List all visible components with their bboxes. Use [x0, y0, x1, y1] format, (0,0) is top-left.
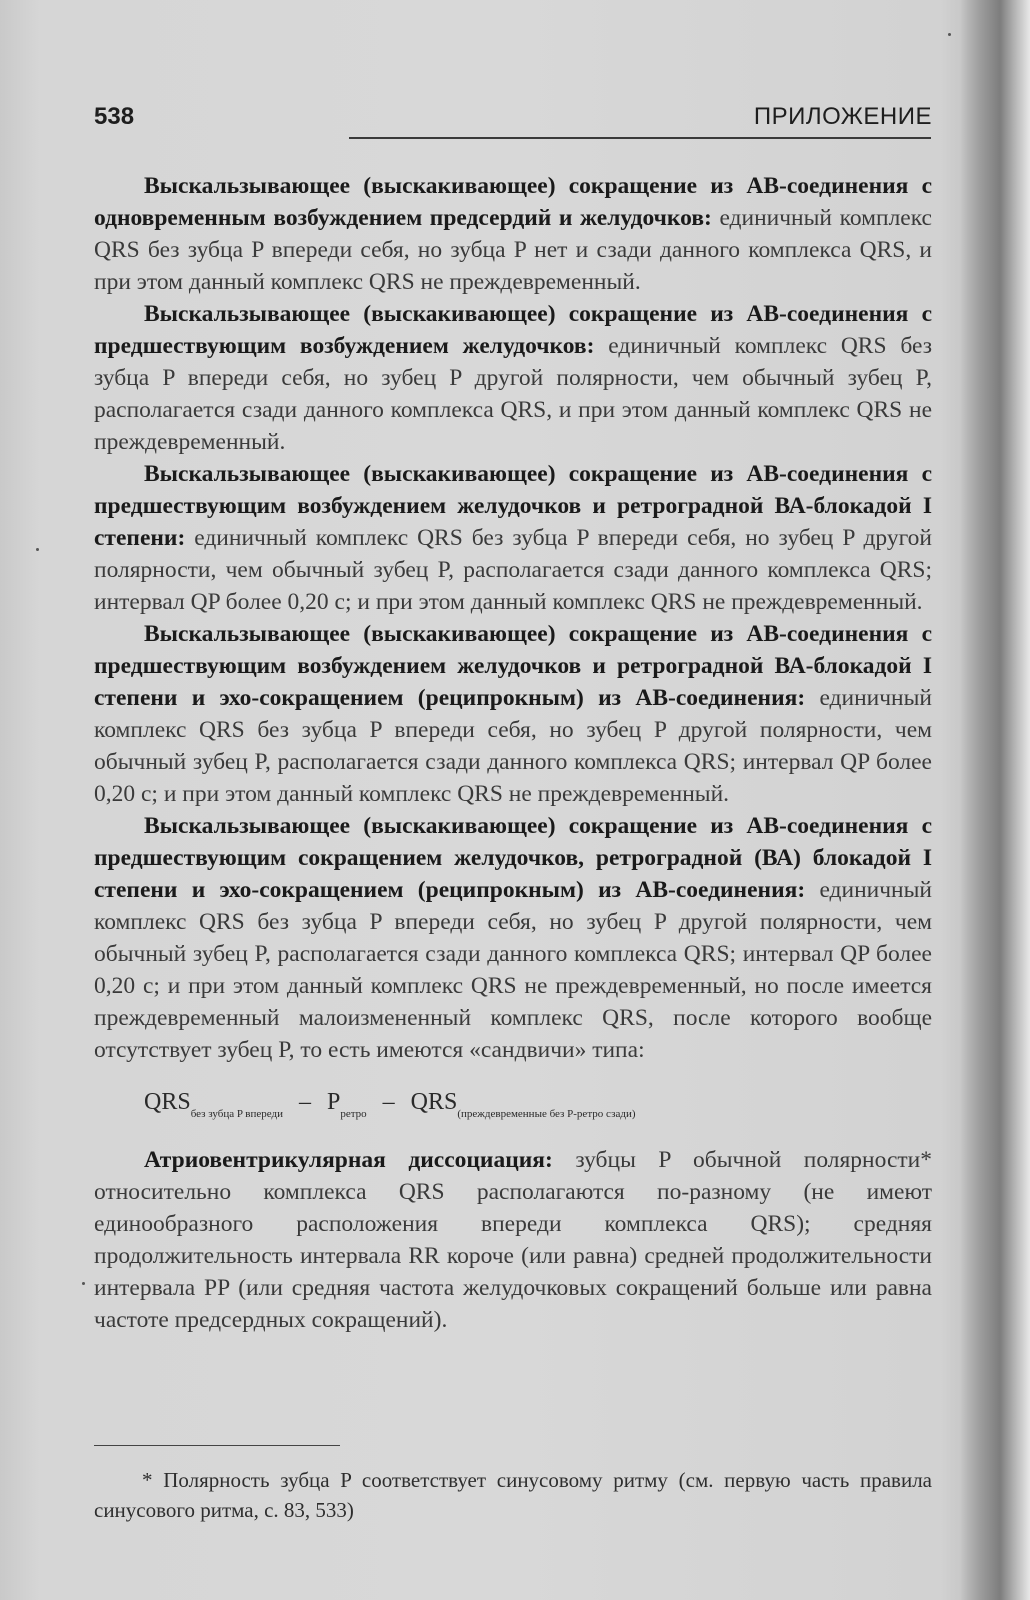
formula-dash: –	[298, 1089, 311, 1115]
page-header	[94, 101, 932, 137]
scan-speck	[948, 33, 951, 36]
scan-speck	[36, 548, 39, 551]
paragraph	[94, 618, 932, 810]
term: Выскальзывающее (выскакивающее) сокращение из АВ-соединения с предшествующим сокращением желудочков, ретроградной (ВА) блокадой I степени и эхо-сокращением (реципрокным) из АВ-соединения:	[94, 813, 932, 903]
term: Атриовентрикулярная диссоциация:	[144, 1147, 553, 1173]
formula-qrs: QRS	[410, 1089, 458, 1115]
book-spine-shadow	[960, 0, 1030, 1600]
paragraph	[94, 298, 932, 458]
sandwich-formula	[144, 1086, 932, 1130]
term: Выскальзывающее (выскакивающее) сокращение из АВ-соединения с предшествующим возбуждением желудочков и ретроградной ВА-блокадой I степени:	[94, 461, 932, 551]
main-text	[94, 170, 932, 1336]
running-head: ПРИЛОЖЕНИЕ	[753, 103, 932, 130]
definition: единичный комплекс QRS без зубца P впереди себя, но зубец P другой полярности, чем обычный зубец P, располагается сзади данного комплекса QRS; интервал QP более 0,20 с; и при этом данный комплекс QRS не преждевременный, но после имеется преждевременный малоизмененный комплекс QRS, после которого вообще отсутствует зубец P, то есть имеются «сандвичи» типа:	[94, 877, 933, 1063]
term: Выскальзывающее (выскакивающее) сокращение из АВ-соединения с предшествующим возбуждением желудочков и ретроградной ВА-блокадой I степени и эхо-сокращением (реципрокным) из АВ-соединения:	[94, 621, 932, 711]
footnote-rule	[94, 1445, 340, 1446]
paragraph	[94, 458, 932, 618]
definition: единичный комплекс QRS без зубца P впереди себя, но зубец P другой полярности, чем обычный зубец P, располагается сзади данного комплекса QRS; интервал QP более 0,20 с; и при этом данный комплекс QRS не преждевременный.	[94, 525, 933, 615]
header-rule	[349, 137, 931, 139]
paragraph	[94, 810, 932, 1066]
definition: единичный комплекс QRS без зубца P впереди себя, но зубца P нет и сзади данного комплекса QRS, и при этом данный комплекс QRS не преждевременный.	[94, 205, 932, 295]
scan-speck	[82, 1282, 85, 1285]
definition: зубцы P обычной полярности* относительно комплекса QRS располагаются по-разному (не имеют единообразного расположения впереди комплекса QRS); средняя продолжительность интервала RR короче (или равна) средней продолжительности интервала PP (или средняя частота желудочковых сокращений больше или равна частоте предсердных сокращений).	[94, 1147, 932, 1333]
formula-qrs: QRS	[144, 1089, 191, 1115]
term: Выскальзывающее (выскакивающее) сокращение из АВ-соединения с одновременным возбуждением предсердий и желудочков:	[94, 173, 932, 231]
definition: единичный комплекс QRS без зубца P впереди себя, но зубец P другой полярности, чем обычный зубец P, располагается сзади данного комплекса QRS; интервал QP более 0,20 с; и при этом данный комплекс QRS не преждевременный.	[94, 685, 933, 807]
page-number: 538	[94, 103, 135, 130]
formula-dash: –	[382, 1089, 395, 1115]
formula-p-subscript: ретро	[340, 1108, 367, 1120]
footnote: * Полярность зубца P соответствует синусовому ритму (см. первую часть правила синусового ритма, с. 83, 533)	[94, 1468, 932, 1522]
paragraph	[94, 1144, 932, 1336]
formula-qrs-subscript: без зубца P впереди	[190, 1108, 283, 1120]
term: Выскальзывающее (выскакивающее) сокращение из АВ-соединения с предшествующим возбуждением желудочков:	[94, 301, 932, 359]
definition: единичный комплекс QRS без зубца P впереди себя, но зубец P другой полярности, чем обычный зубец P, располагается сзади данного комплекса QRS, и при этом данный комплекс QRS не преждевременный.	[94, 333, 933, 455]
formula-qrs-subscript: (преждевременные без P-ретро сзади)	[457, 1108, 636, 1120]
paragraph	[94, 170, 932, 298]
formula-p: P	[326, 1089, 341, 1115]
